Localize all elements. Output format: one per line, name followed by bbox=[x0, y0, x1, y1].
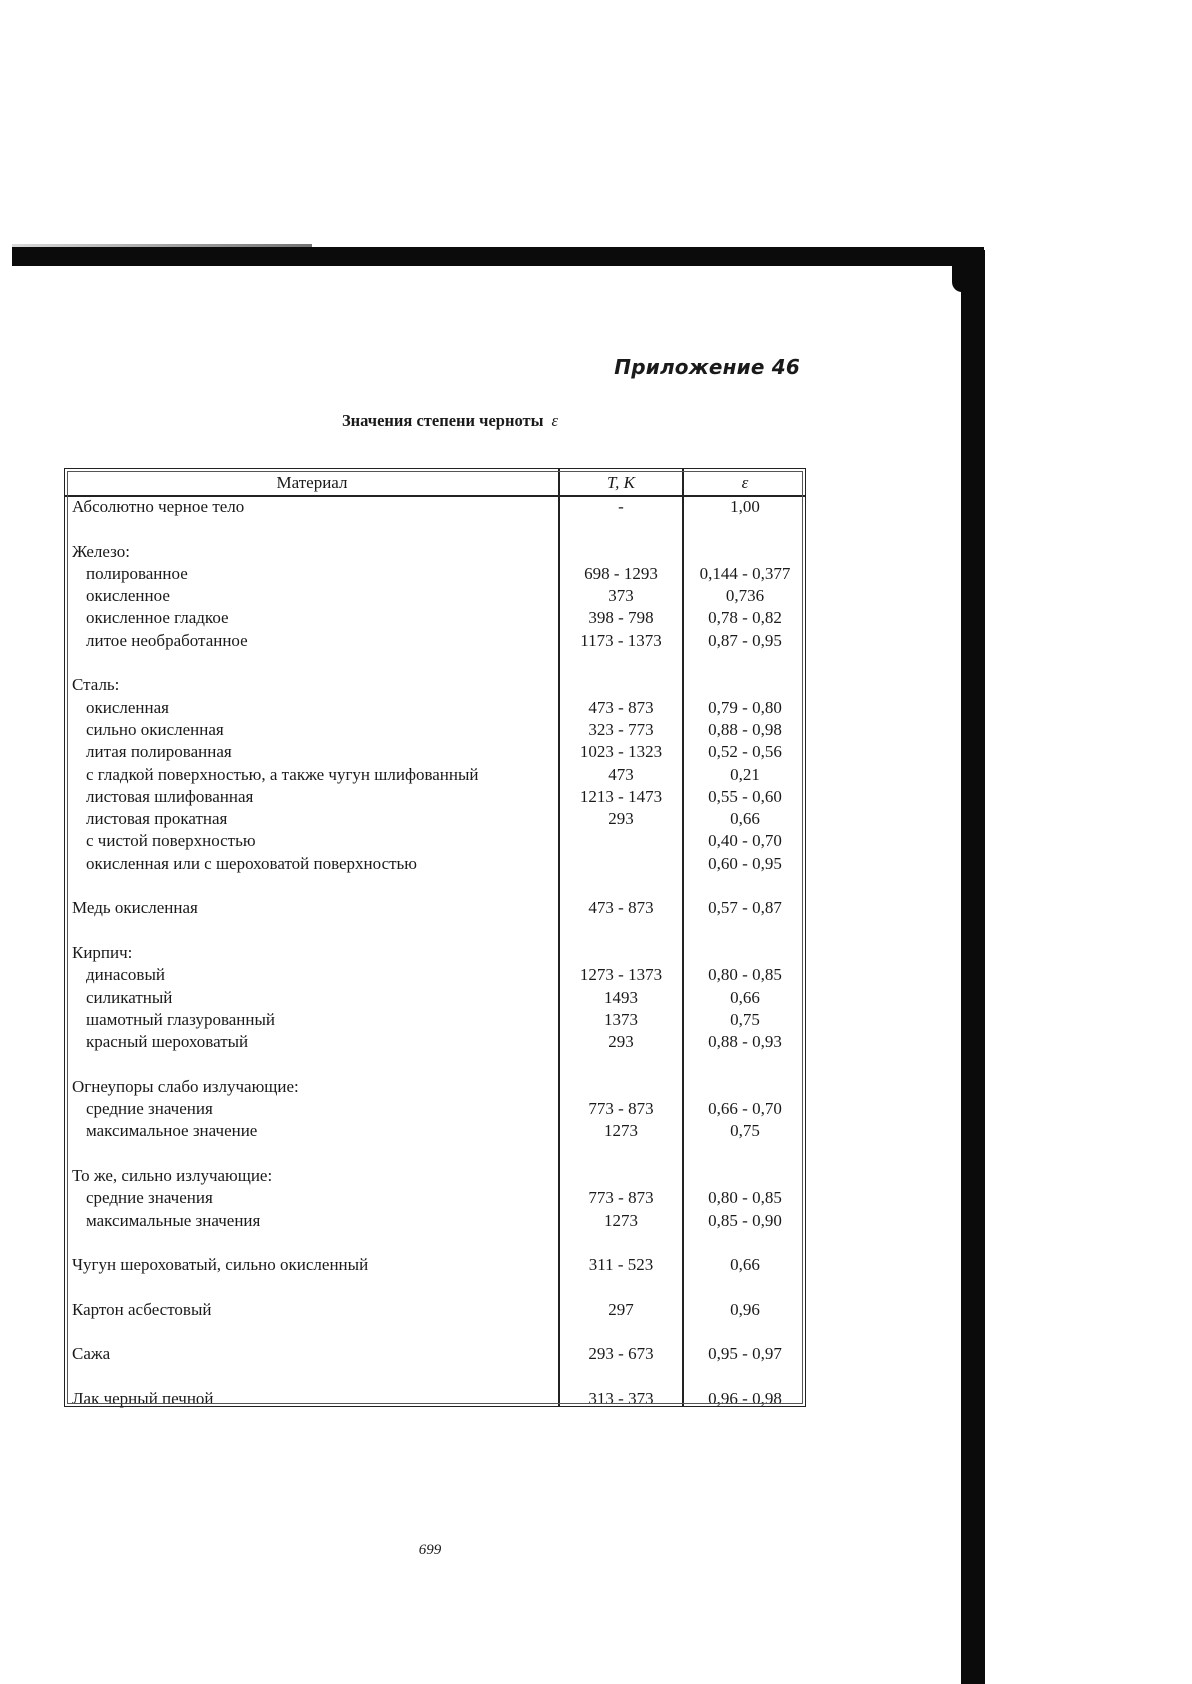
emissivity-cell bbox=[683, 1053, 807, 1075]
emissivity-table-frame bbox=[64, 468, 806, 1407]
emissivity-cell: 0,736 bbox=[725, 586, 765, 606]
table-row bbox=[65, 607, 807, 629]
temperature-cell bbox=[559, 518, 683, 540]
temperature-cell: 773 - 873 bbox=[588, 1099, 654, 1119]
temperature-cell: 473 - 873 bbox=[588, 898, 654, 918]
table-row bbox=[65, 1343, 807, 1365]
emissivity-cell bbox=[683, 674, 807, 696]
table-row bbox=[65, 1120, 807, 1142]
emissivity-cell: 0,55 - 0,60 bbox=[708, 786, 782, 806]
material-cell: литая полированная bbox=[86, 742, 232, 762]
emissivity-cell: 0,75 bbox=[730, 1121, 760, 1141]
table-row bbox=[65, 563, 807, 585]
emissivity-cell: 0,95 - 0,97 bbox=[708, 1344, 782, 1364]
table-row bbox=[65, 764, 807, 786]
table-row bbox=[65, 741, 807, 763]
table-row bbox=[65, 964, 807, 986]
temperature-cell: 1493 bbox=[604, 987, 638, 1007]
material-cell: красный шероховатый bbox=[86, 1032, 249, 1052]
temperature-cell: 1373 bbox=[604, 1009, 638, 1029]
temperature-cell: 1173 - 1373 bbox=[580, 630, 662, 650]
temperature-cell bbox=[559, 1165, 683, 1187]
temperature-cell: 1273 - 1373 bbox=[579, 965, 663, 985]
table-title bbox=[200, 411, 700, 431]
temperature-cell bbox=[559, 875, 683, 897]
emissivity-cell: 0,96 - 0,98 bbox=[708, 1388, 782, 1408]
scan-border-top bbox=[12, 247, 984, 266]
temperature-cell: 473 - 873 bbox=[588, 697, 654, 717]
material-cell bbox=[65, 1143, 559, 1165]
material-cell: Картон асбестовый bbox=[72, 1299, 212, 1319]
material-cell: литое необработанное bbox=[86, 630, 248, 650]
material-cell: Лак черный печной bbox=[72, 1388, 214, 1408]
emissivity-cell bbox=[683, 920, 807, 942]
emissivity-cell bbox=[683, 1366, 807, 1388]
temperature-cell: - bbox=[618, 497, 624, 516]
temperature-cell bbox=[559, 1143, 683, 1165]
table-spacer-row bbox=[65, 1276, 807, 1298]
material-cell bbox=[65, 1321, 559, 1343]
material-cell: динасовый bbox=[86, 965, 165, 985]
material-cell: окисленное гладкое bbox=[86, 608, 229, 628]
material-cell: Сажа bbox=[72, 1344, 111, 1364]
material-cell: листовая шлифованная bbox=[86, 786, 254, 806]
material-cell: максимальное значение bbox=[86, 1121, 258, 1141]
emissivity-cell: 0,80 - 0,85 bbox=[708, 965, 782, 985]
temperature-cell: 293 bbox=[608, 1032, 634, 1052]
temperature-cell: 293 - 673 bbox=[588, 1344, 654, 1364]
emissivity-cell: 0,96 bbox=[730, 1299, 760, 1319]
table-row bbox=[65, 942, 807, 964]
temperature-cell bbox=[559, 652, 683, 674]
header-temperature: T, K bbox=[606, 472, 636, 492]
temperature-cell bbox=[559, 920, 683, 942]
table-title-symbol: ε bbox=[551, 411, 559, 430]
scan-border-corner bbox=[952, 262, 962, 292]
material-cell bbox=[65, 652, 559, 674]
material-cell: Чугун шероховатый, сильно окисленный bbox=[72, 1255, 369, 1275]
temperature-cell bbox=[559, 1053, 683, 1075]
emissivity-cell bbox=[683, 1165, 807, 1187]
material-cell bbox=[65, 1276, 559, 1298]
material-cell: максимальные значения bbox=[86, 1210, 261, 1230]
material-cell bbox=[65, 518, 559, 540]
table-body bbox=[65, 496, 807, 1410]
table-spacer-row bbox=[65, 920, 807, 942]
material-cell bbox=[65, 1053, 559, 1075]
table-row bbox=[65, 1165, 807, 1187]
material-cell: То же, сильно излучающие: bbox=[72, 1165, 273, 1185]
temperature-cell: 1213 - 1473 bbox=[579, 786, 663, 806]
material-cell bbox=[65, 1366, 559, 1388]
material-cell: окисленное bbox=[86, 586, 170, 606]
emissivity-cell: 0,75 bbox=[730, 1009, 760, 1029]
table-row bbox=[65, 853, 807, 875]
table-spacer-row bbox=[65, 1143, 807, 1165]
material-cell: средние значения bbox=[86, 1188, 213, 1208]
emissivity-cell: 0,52 - 0,56 bbox=[708, 742, 782, 762]
temperature-cell: 293 bbox=[608, 809, 634, 829]
emissivity-cell: 0,87 - 0,95 bbox=[708, 630, 782, 650]
table-row bbox=[65, 1210, 807, 1232]
material-cell bbox=[65, 1232, 559, 1254]
material-cell: шамотный глазурованный bbox=[86, 1009, 276, 1029]
emissivity-cell bbox=[683, 875, 807, 897]
material-cell: с гладкой поверхностью, а также чугун шлифованный bbox=[86, 764, 479, 784]
table-row bbox=[65, 674, 807, 696]
table-row bbox=[65, 1009, 807, 1031]
temperature-cell: 311 - 523 bbox=[588, 1255, 654, 1275]
table-row bbox=[65, 1299, 807, 1321]
temperature-cell bbox=[559, 1321, 683, 1343]
header-emissivity: ε bbox=[741, 472, 749, 492]
emissivity-cell bbox=[683, 1321, 807, 1343]
emissivity-cell bbox=[683, 1276, 807, 1298]
table-spacer-row bbox=[65, 1053, 807, 1075]
temperature-cell: 323 - 773 bbox=[588, 719, 654, 739]
material-cell: окисленная или с шероховатой поверхностью bbox=[86, 853, 418, 873]
material-cell: полированное bbox=[86, 563, 188, 583]
emissivity-cell bbox=[683, 1076, 807, 1098]
emissivity-cell: 0,40 - 0,70 bbox=[708, 831, 782, 851]
table-row bbox=[65, 808, 807, 830]
table-row bbox=[65, 1388, 807, 1410]
table-row bbox=[65, 897, 807, 919]
table-spacer-row bbox=[65, 1321, 807, 1343]
temperature-cell: 698 - 1293 bbox=[584, 563, 658, 583]
table-spacer-row bbox=[65, 1232, 807, 1254]
table-spacer-row bbox=[65, 875, 807, 897]
material-cell: Кирпич: bbox=[72, 942, 133, 962]
table-row bbox=[65, 786, 807, 808]
appendix-title: Приложение 46 bbox=[614, 355, 800, 379]
emissivity-cell: 0,66 bbox=[730, 987, 760, 1007]
table-row bbox=[65, 1076, 807, 1098]
emissivity-cell: 0,88 - 0,98 bbox=[708, 719, 782, 739]
material-cell: с чистой поверхностью bbox=[86, 831, 256, 851]
table-title-text: Значения степени черноты bbox=[341, 411, 544, 430]
emissivity-cell: 0,21 bbox=[730, 764, 760, 784]
emissivity-cell: 0,80 - 0,85 bbox=[708, 1188, 782, 1208]
material-cell: Медь окисленная bbox=[72, 898, 198, 918]
emissivity-cell: 0,66 - 0,70 bbox=[708, 1099, 782, 1119]
emissivity-cell: 0,79 - 0,80 bbox=[708, 697, 782, 717]
emissivity-cell bbox=[683, 942, 807, 964]
material-cell: Железо: bbox=[72, 541, 130, 561]
emissivity-cell: 0,144 - 0,377 bbox=[699, 563, 791, 583]
page-number: 699 bbox=[418, 1542, 442, 1558]
material-cell: Огнеупоры слабо излучающие: bbox=[72, 1076, 299, 1096]
temperature-cell: 373 bbox=[608, 586, 634, 606]
material-cell: силикатный bbox=[86, 987, 173, 1007]
emissivity-cell: 1,00 bbox=[730, 497, 760, 516]
material-cell: Сталь: bbox=[72, 675, 120, 695]
table-row bbox=[65, 585, 807, 607]
header-material: Материал bbox=[276, 472, 348, 492]
material-cell bbox=[65, 875, 559, 897]
material-cell: листовая прокатная bbox=[86, 809, 228, 829]
emissivity-cell bbox=[683, 541, 807, 563]
emissivity-cell: 0,60 - 0,95 bbox=[708, 853, 782, 873]
emissivity-cell bbox=[683, 1232, 807, 1254]
table-row bbox=[65, 830, 807, 852]
temperature-cell bbox=[559, 1232, 683, 1254]
material-cell: Абсолютно черное тело bbox=[72, 497, 245, 516]
table-spacer-row bbox=[65, 652, 807, 674]
emissivity-cell bbox=[683, 1143, 807, 1165]
table-row bbox=[65, 719, 807, 741]
temperature-cell bbox=[559, 541, 683, 563]
emissivity-cell: 0,57 - 0,87 bbox=[708, 898, 782, 918]
temperature-cell: 1273 bbox=[604, 1121, 638, 1141]
temperature-cell: 1023 - 1323 bbox=[579, 742, 663, 762]
emissivity-table bbox=[65, 469, 807, 1410]
emissivity-cell: 0,85 - 0,90 bbox=[708, 1210, 782, 1230]
temperature-cell: 773 - 873 bbox=[588, 1188, 654, 1208]
material-cell: окисленная bbox=[86, 697, 169, 717]
temperature-cell: 313 - 373 bbox=[588, 1388, 654, 1408]
temperature-cell: 398 - 798 bbox=[588, 608, 654, 628]
table-row bbox=[65, 1031, 807, 1053]
emissivity-cell: 0,66 bbox=[730, 1255, 760, 1275]
temperature-cell bbox=[559, 1276, 683, 1298]
table-spacer-row bbox=[65, 518, 807, 540]
emissivity-cell bbox=[683, 652, 807, 674]
table-row bbox=[65, 697, 807, 719]
table-row bbox=[65, 1254, 807, 1276]
temperature-cell bbox=[559, 1366, 683, 1388]
table-header-row bbox=[65, 469, 807, 496]
table-row bbox=[65, 987, 807, 1009]
material-cell: средние значения bbox=[86, 1099, 213, 1119]
table-row bbox=[65, 541, 807, 563]
table-row bbox=[65, 630, 807, 652]
emissivity-cell: 0,66 bbox=[730, 809, 760, 829]
temperature-cell: 473 bbox=[608, 764, 634, 784]
temperature-cell bbox=[559, 942, 683, 964]
temperature-cell: 297 bbox=[608, 1299, 634, 1319]
temperature-cell bbox=[559, 674, 683, 696]
temperature-cell bbox=[559, 830, 683, 852]
temperature-cell: 1273 bbox=[604, 1210, 638, 1230]
temperature-cell bbox=[559, 853, 683, 875]
emissivity-cell: 0,88 - 0,93 bbox=[708, 1032, 782, 1052]
material-cell: сильно окисленная bbox=[86, 719, 224, 739]
scan-border-right bbox=[961, 250, 985, 1684]
emissivity-cell: 0,78 - 0,82 bbox=[708, 608, 782, 628]
table-row bbox=[65, 1098, 807, 1120]
table-row bbox=[65, 496, 807, 518]
table-row bbox=[65, 1187, 807, 1209]
table-spacer-row bbox=[65, 1366, 807, 1388]
temperature-cell bbox=[559, 1076, 683, 1098]
material-cell bbox=[65, 920, 559, 942]
emissivity-cell bbox=[683, 518, 807, 540]
